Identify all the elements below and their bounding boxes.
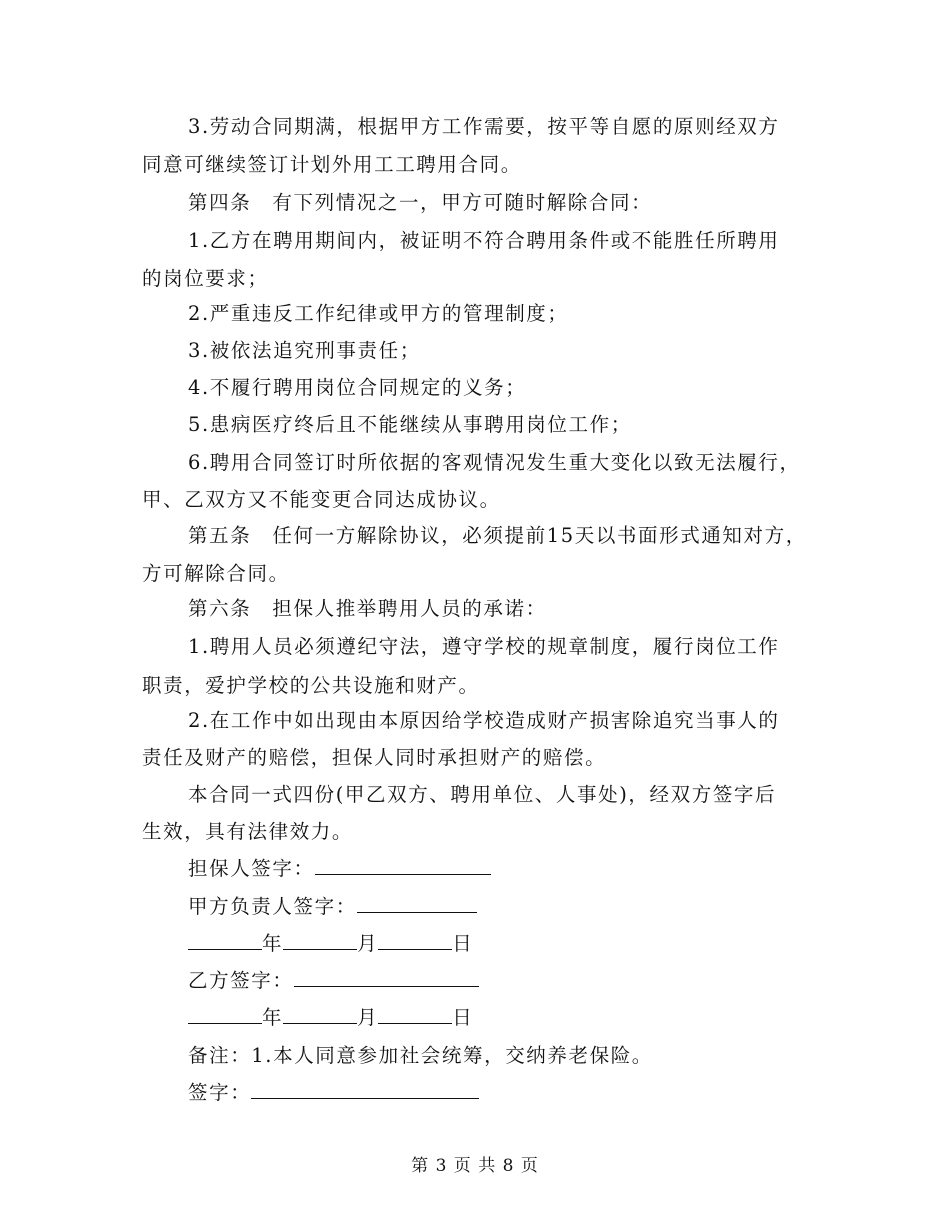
paragraph-line: 甲、乙双方又不能变更合同达成协议。 (142, 488, 501, 511)
party-b-signature-line (188, 969, 479, 993)
article-five-heading: 第五条 任何一方解除协议，必须提前15天以书面形式通知对方， (188, 524, 807, 547)
article-six-heading: 第六条 担保人推举聘用人员的承诺： (188, 597, 547, 620)
party-b-date-line (188, 1006, 473, 1030)
month-label: 月 (357, 932, 379, 955)
year-label: 年 (262, 932, 284, 955)
party-a-signature-blank[interactable] (357, 895, 477, 913)
paragraph-line: 同意可继续签订计划外用工工聘用合同。 (142, 153, 522, 176)
party-a-signature-label: 甲方负责人签字： (188, 895, 357, 918)
day-blank[interactable] (378, 1006, 452, 1024)
page-number-footer: 第 3 页 共 8 页 (411, 1156, 539, 1176)
paragraph-line: 职责，爱护学校的公共设施和财产。 (142, 674, 480, 697)
guarantor-signature-blank[interactable] (315, 857, 491, 875)
guarantor-signature-line (188, 857, 491, 881)
month-blank[interactable] (283, 1006, 357, 1024)
final-signature-label: 签字： (188, 1081, 252, 1104)
paragraph-line: 生效，具有法律效力。 (142, 820, 354, 843)
month-label: 月 (357, 1006, 379, 1029)
year-blank[interactable] (188, 932, 262, 950)
paragraph-line: 责任及财产的赔偿，担保人同时承担财产的赔偿。 (142, 746, 607, 769)
paragraph-line: 2.严重违反工作纪律或甲方的管理制度； (188, 302, 569, 325)
final-signature-line (188, 1081, 479, 1105)
party-a-date-line (188, 932, 473, 956)
guarantor-signature-label: 担保人签字： (188, 857, 315, 880)
day-label: 日 (452, 1006, 474, 1029)
party-a-signature-line (188, 895, 477, 919)
party-b-signature-blank[interactable] (294, 969, 479, 987)
remark-line: 备注：1.本人同意参加社会统筹，交纳养老保险。 (188, 1044, 653, 1067)
paragraph-line: 的岗位要求； (142, 267, 269, 290)
month-blank[interactable] (283, 932, 357, 950)
paragraph-line: 2.在工作中如出现由本原因给学校造成财产损害除追究当事人的 (188, 709, 780, 732)
paragraph-line: 6.聘用合同签订时所依据的客观情况发生重大变化以致无法履行， (188, 451, 801, 474)
paragraph-line: 3.被依法追究刑事责任； (188, 339, 421, 362)
year-blank[interactable] (188, 1006, 262, 1024)
paragraph-line: 方可解除合同。 (142, 562, 290, 585)
day-blank[interactable] (378, 932, 452, 950)
paragraph-line: 本合同一式四份(甲乙双方、聘用单位、人事处)，经双方签字后 (188, 783, 777, 806)
day-label: 日 (452, 932, 474, 955)
paragraph-line: 3.劳动合同期满，根据甲方工作需要，按平等自愿的原则经双方 (188, 115, 780, 138)
paragraph-line: 5.患病医疗终后且不能继续从事聘用岗位工作； (188, 413, 632, 436)
paragraph-line: 1.聘用人员必须遵纪守法，遵守学校的规章制度，履行岗位工作 (188, 635, 780, 658)
party-b-signature-label: 乙方签字： (188, 969, 294, 992)
article-four-heading: 第四条 有下列情况之一，甲方可随时解除合同： (188, 191, 653, 214)
paragraph-line: 1.乙方在聘用期间内，被证明不符合聘用条件或不能胜任所聘用 (188, 229, 780, 252)
year-label: 年 (262, 1006, 284, 1029)
paragraph-line: 4.不履行聘用岗位合同规定的义务； (188, 376, 527, 399)
final-signature-blank[interactable] (251, 1081, 479, 1099)
